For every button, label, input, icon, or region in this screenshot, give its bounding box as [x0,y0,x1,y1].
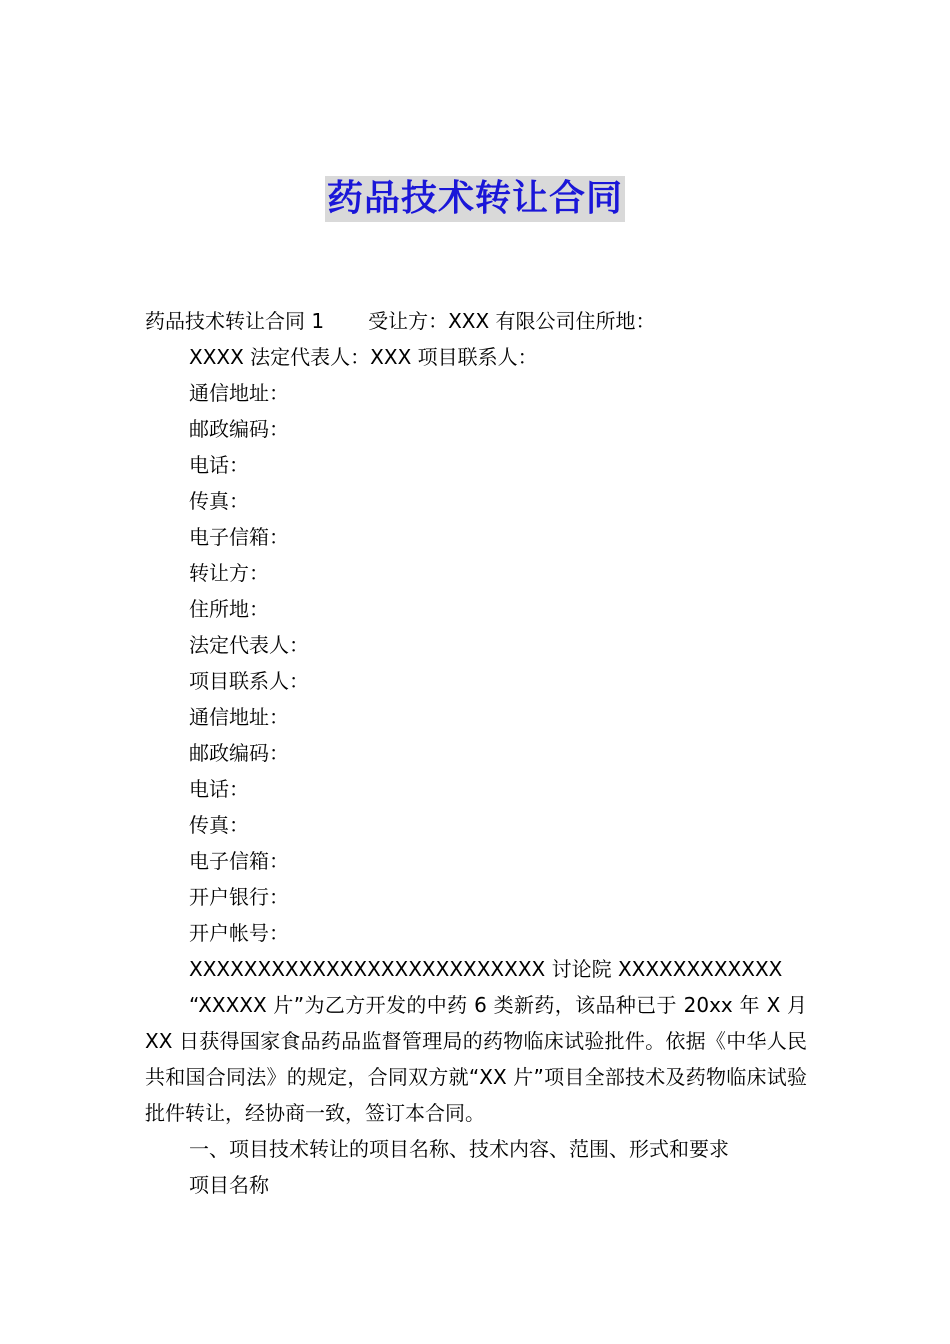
text-line: XXXX 法定代表人：XXX 项目联系人： [189,345,538,369]
text-line: 电子信箱： [189,525,289,549]
text-line: 传真： [189,489,249,513]
text-line: 转让方： [189,561,269,585]
text-line: 法定代表人： [189,633,309,657]
text-line: 开户银行： [189,885,289,909]
section-heading: 一、项目技术转让的项目名称、技术内容、范围、形式和要求 [189,1137,729,1161]
text-line: 邮政编码： [189,741,289,765]
text-line: 邮政编码： [189,417,289,441]
document-body [145,303,807,1203]
title-container [0,176,950,222]
text-line: 通信地址： [189,705,289,729]
section-item: 项目名称 [189,1173,269,1197]
text-line: 电话： [189,453,249,477]
first-line [145,303,807,339]
text-line: XXXXXXXXXXXXXXXXXXXXXXXXXX 讨论院 XXXXXXXXXXXX [189,957,783,981]
document-title: 药品技术转让合同 [325,176,625,222]
text-line: 开户帐号： [189,921,289,945]
text-line: 通信地址： [189,381,289,405]
text-line: 电话： [189,777,249,801]
contract-label: 药品技术转让合同 1 [145,309,325,333]
text-line: 电子信箱： [189,849,289,873]
body-paragraph: “XXXXX 片”为乙方开发的中药 6 类新药，该品种已于 20xx 年 X 月 XX 日获得国家食品药品监督管理局的药物临床试验批件。依据《中华人民共和国合同法》的规定，合同双方就“XX 片”项目全部技术及药物临床试验批件转让，经协商一致，签订本合同。 [145,993,807,1125]
transferee-label: 受让方：XXX 有限公司住所地： [368,309,656,333]
text-line: 住所地： [189,597,269,621]
text-line: 传真： [189,813,249,837]
text-line: 项目联系人： [189,669,309,693]
